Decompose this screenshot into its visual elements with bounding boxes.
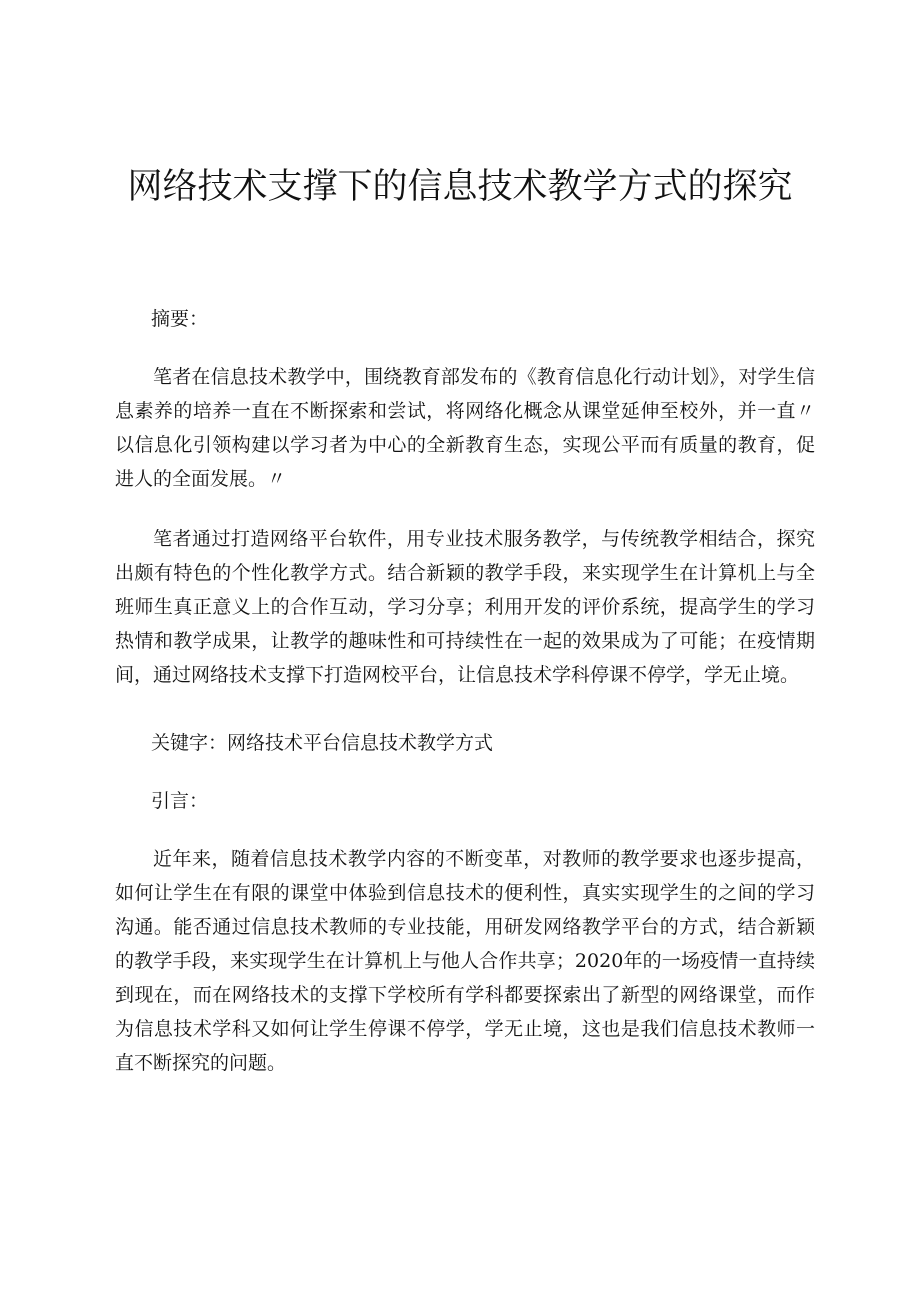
abstract-label: 摘要： <box>151 308 209 330</box>
abstract-paragraph-1: 笔者在信息技术教学中，围绕教育部发布的《教育信息化行动计划》，对学生信息素养的培养一直在不断探索和尝试，将网络化概念从课堂延伸至校外，并一直〃以信息化引领构建以学习者为中心的全新教育生态，实现公平而有质量的教育，促进人的全面发展。〃 <box>115 366 815 490</box>
intro-label: 引言： <box>151 790 209 812</box>
abstract-paragraph-2: 笔者通过打造网络平台软件，用专业技术服务教学，与传统教学相结合，探究出颇有特色的个性化教学方式。结合新颖的教学手段，来实现学生在计算机上与全班师生真正意义上的合作互动，学习分享；利用开发的评价系统，提高学生的学习热情和教学成果，让教学的趣味性和可持续性在一起的效果成为了可能；在疫情期间，通过网络技术支撑下打造网校平台，让信息技术学科停课不停学，学无止境。 <box>115 528 815 686</box>
intro-paragraph: 近年来，随着信息技术教学内容的不断变革，对教师的教学要求也逐步提高，如何让学生在有限的课堂中体验到信息技术的便利性，真实实现学生的之间的学习沟通。能否通过信息技术教师的专业技能，用研发网络教学平台的方式，结合新颖的教学手段，来实现学生在计算机上与他人合作共享；2020年的一场疫情一直持续到现在，而在网络技术的支撑下学校所有学科都要探索出了新型的网络课堂，而作为信息技术学科又如何让学生停课不停学，学无止境，这也是我们信息技术教师一直不断探究的问题。 <box>115 848 815 1074</box>
document-title: 网络技术支撑下的信息技术教学方式的探究 <box>127 167 793 207</box>
keywords-line: 关键字：网络技术平台信息技术教学方式 <box>151 732 494 754</box>
